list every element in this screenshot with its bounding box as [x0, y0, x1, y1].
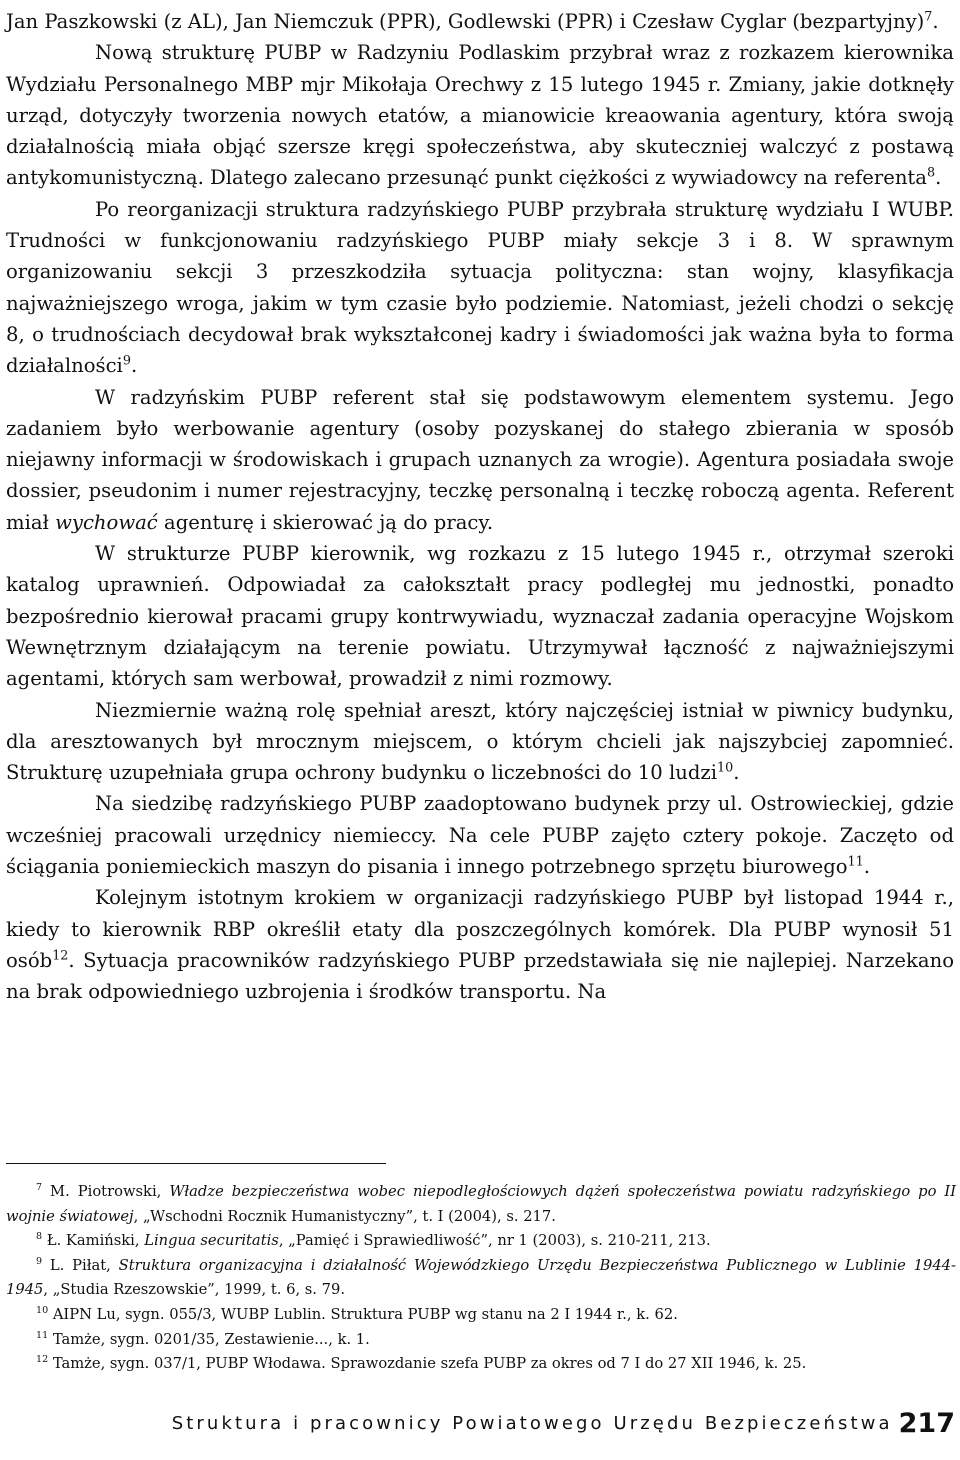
footnote-ref: 9 — [36, 1255, 43, 1267]
text-run: . — [863, 855, 870, 879]
text-run: L. Piłat, — [42, 1256, 119, 1274]
text-run: AIPN Lu, sygn. 055/3, WUBP Lublin. Struktura PUBP wg stanu na 2 I 1944 r., k. 62. — [48, 1305, 678, 1323]
text-run: . — [932, 10, 939, 33]
footnote-ref: 7 — [924, 9, 933, 25]
paragraph — [6, 538, 954, 694]
text-run: Niezmiernie ważną rolę spełniał areszt, który najczęściej istniał w piwnicy budynku, dla aresztowanych był mrocznym miejscem, o którym chcieli jak najszybciej zapomnieć. Strukturę uzupełniała grupa ochrony budynku o liczebności do 10 ludzi — [6, 698, 954, 785]
footnote-ref: 11 — [36, 1329, 49, 1341]
text-run: Tamże, sygn. 0201/35, Zestawienie..., k. 1. — [48, 1330, 370, 1348]
text-run: . — [935, 166, 942, 190]
text-run: , „Studia Rzeszowskie”, 1999, t. 6, s. 79. — [43, 1281, 346, 1299]
footnote-ref: 7 — [36, 1182, 43, 1194]
page-footer — [0, 1408, 955, 1439]
italic-text: Władze bezpieczeństwa wobec niepodległościowych dążeń społeczeństwa powiatu radzyńskiego po II wojnie światowej — [6, 1183, 956, 1225]
text-run: . Sytuacja pracowników radzyńskiego PUBP przedstawiała się nie najlepiej. Narzekano na brak odpowiedniego uzbrojenia i środków transportu. Na — [6, 948, 954, 1004]
footnote-ref: 12 — [36, 1354, 49, 1366]
footnote-separator — [6, 1163, 386, 1164]
running-title: Struktura i pracownicy Powiatowego Urzędu Bezpieczeństwa — [171, 1413, 893, 1434]
page-number: 217 — [898, 1408, 955, 1439]
text-run: agenturę i skierować ją do pracy. — [157, 510, 494, 534]
body-text — [6, 6, 954, 1008]
text-run: Po reorganizacji struktura radzyńskiego PUBP przybrała strukturę wydziału I WUBP. Trudności w funkcjonowaniu radzyńskiego PUBP miały sekcje 3 i 8. W sprawnym organizowaniu sekcji 3 przeszkodziła sytuacja polityczna: stan wojny, klasyfikacja najważniejszego wroga, jakim w tym czasie było podziemie. Natomiast, jeżeli chodzi o sekcję 8, o trudnościach decydował brak wykształconej kadry i świadomości jak ważna była to forma działalności — [6, 197, 954, 378]
footnote — [6, 1303, 956, 1328]
footnote — [6, 1254, 956, 1303]
text-run: M. Piotrowski, — [42, 1183, 170, 1200]
text-run: , „Wschodni Rocznik Humanistyczny”, t. I (2004), s. 217. — [133, 1207, 556, 1225]
footnote — [6, 1229, 956, 1254]
text-run: Na siedzibę radzyńskiego PUBP zaadoptowano budynek przy ul. Ostrowieckiej, gdzie wcześniej pracowali urzędnicy niemieccy. Na cele PUBP zajęto cztery pokoje. Zaczęto od ściągania poniemieckich maszyn do pisania i innego potrzebnego sprzętu biurowego — [6, 792, 954, 879]
text-run: Ł. Kamiński, — [42, 1232, 145, 1250]
text-run: . — [130, 354, 138, 378]
paragraph — [6, 6, 954, 37]
footnote-ref: 10 — [716, 760, 734, 776]
footnote — [6, 1352, 956, 1377]
footnote-ref: 12 — [52, 948, 69, 964]
text-run: Tamże, sygn. 037/1, PUBP Włodawa. Sprawozdanie szefa PUBP za okres od 7 I do 27 XII 1946, k. 25. — [48, 1355, 807, 1373]
footnote — [6, 1180, 956, 1229]
footnote-ref: 8 — [927, 165, 936, 181]
text-run: Nową strukturę PUBP w Radzyniu Podlaskim przybrał wraz z rozkazem kierownika Wydziału Personalnego MBP mjr Mikołaja Orechwy z 15 lutego 1945 r. Zmiany, jakie dotknęły urząd, dotyczyły tworzenia nowych etatów, a mianowicie kreaowania agentury, która swoją działalnością miała objąć szersze kręgi społeczeństwa, aby skuteczniej walczyć z postawą antykomunistyczną. Dlatego zalecano przesunąć punkt ciężkości z wywiadowcy na referenta — [6, 41, 954, 190]
text-run: W radzyńskim PUBP referent stał się podstawowym elementem systemu. Jego zadaniem było werbowanie agentury (osoby pozyskanej do stałego zbierania w sposób niejawny informacji w środowiskach i grupach uznanych za wrogie). Agentura posiadała swoje dossier, pseudonim i numer rejestracyjny, teczkę personalną i teczkę roboczą agenta. Referent miał — [6, 385, 954, 534]
footnotes — [6, 1180, 956, 1377]
paragraph — [6, 695, 954, 789]
paragraph — [6, 788, 954, 882]
footnote-ref: 11 — [847, 854, 864, 870]
italic-text: wychować — [55, 510, 158, 534]
italic-text: Lingua securitatis — [144, 1232, 279, 1250]
footnote — [6, 1328, 956, 1353]
paragraph — [6, 37, 954, 193]
text-run: Jan Paszkowski (z AL), Jan Niemczuk (PPR), Godlewski (PPR) i Czesław Cyglar (bezpartyjny) — [6, 10, 925, 33]
italic-text: Struktura organizacyjna i działalność Wojewódzkiego Urzędu Bezpieczeństwa Publicznego w Lublinie 1944-1945 — [6, 1256, 956, 1299]
footnote-ref: 9 — [122, 353, 131, 369]
footnote-ref: 8 — [36, 1231, 43, 1243]
text-run: W strukturze PUBP kierownik, wg rozkazu z 15 lutego 1945 r., otrzymał szeroki katalog uprawnień. Odpowiadał za całokształt pracy podległej mu jednostki, ponadto bezpośrednio kierował pracami grupy kontrwywiadu, wyznaczał zadania operacyjne Wojskom Wewnętrznym działającym na terenie powiatu. Utrzymywał łączność z najważniejszymi agentami, których sam werbował, prowadził z nimi rozmowy. — [6, 542, 954, 691]
footnote-ref: 10 — [36, 1305, 49, 1317]
text-run: Kolejnym istotnym krokiem w organizacji radzyńskiego PUBP był listopad 1944 r., kiedy to kierownik RBP określił etaty dla poszczególnych komórek. Dla PUBP wynosił 51 osób — [6, 886, 954, 972]
paragraph — [6, 382, 954, 538]
text-run: . — [733, 761, 740, 785]
paragraph — [6, 194, 954, 382]
text-run: , „Pamięć i Sprawiedliwość”, nr 1 (2003), s. 210-211, 213. — [278, 1232, 711, 1250]
paragraph — [6, 882, 954, 1007]
